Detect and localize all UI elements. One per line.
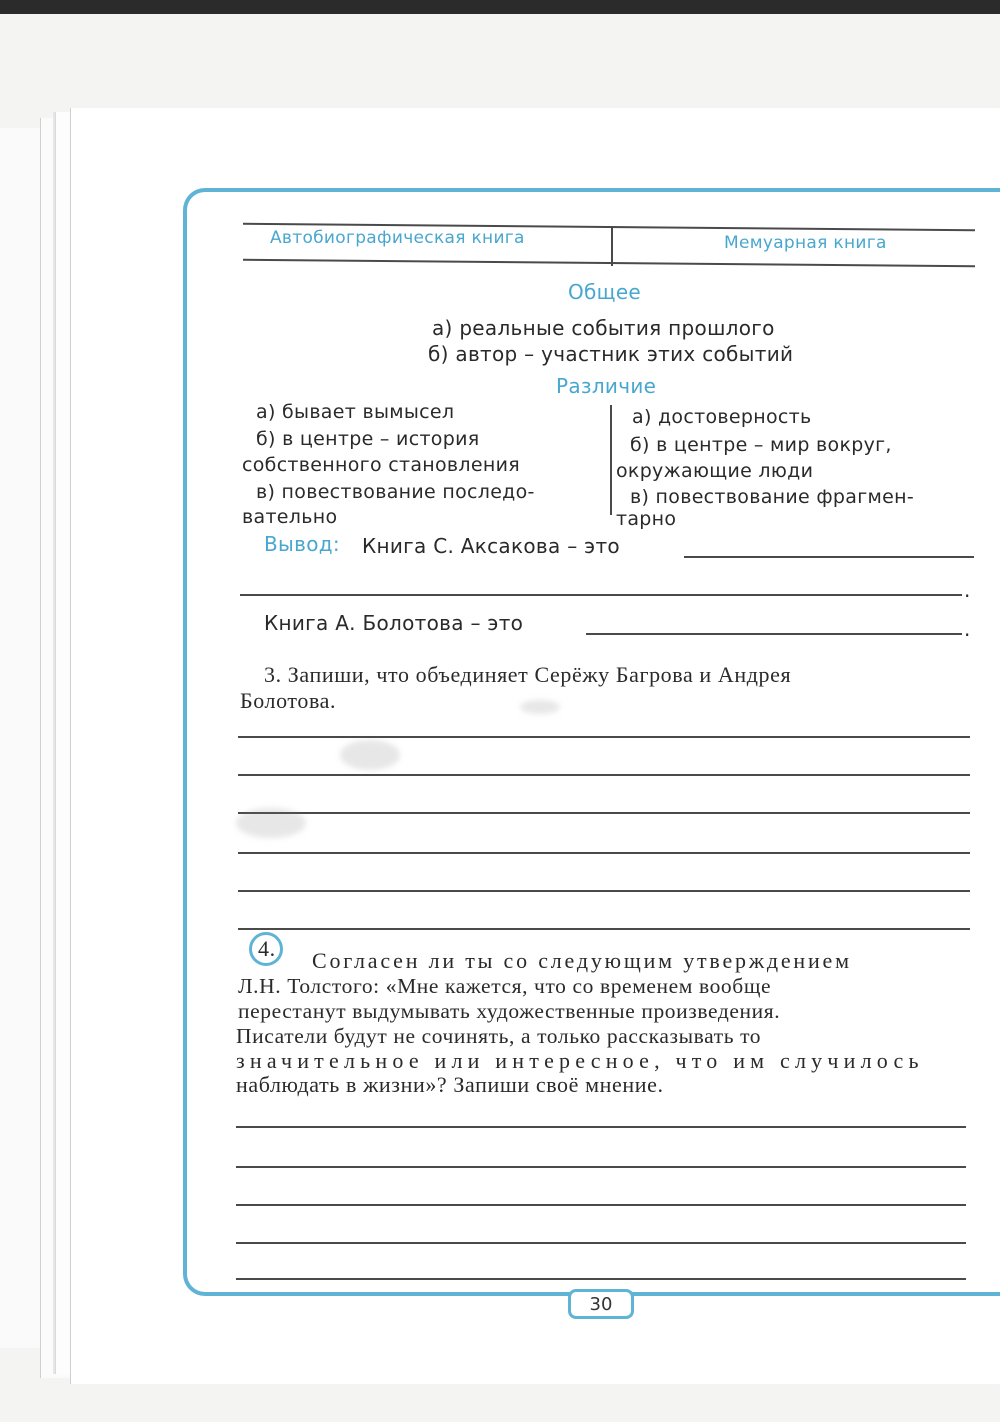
task4-line5: значительное или интересное, что им случилось bbox=[236, 1048, 924, 1073]
common-item-b: б) автор – участник этих событий bbox=[428, 342, 794, 366]
difference-heading: Различие bbox=[556, 374, 657, 398]
task4-number: 4. bbox=[258, 936, 276, 961]
task3-answer-line-3[interactable] bbox=[238, 812, 970, 814]
difference-left-c: в) повествование последо- bbox=[256, 481, 535, 503]
period-2: . bbox=[964, 617, 971, 641]
answer-line-aksakov[interactable] bbox=[684, 556, 974, 558]
difference-right-b: б) в центре – мир вокруг, bbox=[630, 434, 892, 456]
smudge bbox=[520, 700, 560, 714]
task4-line3: перестанут выдумывать художественные произведения. bbox=[238, 999, 781, 1023]
task4-answer-line-3[interactable] bbox=[236, 1204, 966, 1206]
conclusion-bolotov: Книга А. Болотова – это bbox=[264, 611, 524, 635]
difference-left-b: б) в центре – история bbox=[256, 428, 480, 450]
answer-line-aksakov-2[interactable] bbox=[240, 594, 962, 596]
task4-line6: наблюдать в жизни»? Запиши своё мнение. bbox=[236, 1072, 664, 1097]
task3-answer-line-2[interactable] bbox=[238, 774, 970, 776]
task3-line2: Болотова. bbox=[240, 688, 337, 713]
task4-line2: Л.Н. Толстого: «Мне кажется, что со временем вообще bbox=[238, 974, 772, 998]
period-1: . bbox=[964, 578, 971, 602]
common-heading: Общее bbox=[568, 280, 642, 304]
conclusion-label: Вывод: bbox=[264, 532, 340, 556]
conclusion-aksakov: Книга С. Аксакова – это bbox=[362, 534, 620, 558]
difference-divider bbox=[610, 405, 612, 515]
scan-border bbox=[0, 0, 1000, 14]
smudge bbox=[236, 808, 306, 838]
page-number: 30 bbox=[568, 1289, 634, 1319]
task3-answer-line-1[interactable] bbox=[238, 736, 970, 738]
difference-right-a: а) достоверность bbox=[632, 406, 812, 428]
task3-answer-line-5[interactable] bbox=[238, 890, 970, 892]
column-header-autobiographical: Автобиографическая книга bbox=[270, 228, 525, 248]
difference-right-b2: окружающие люди bbox=[616, 460, 814, 482]
difference-left-c2: вательно bbox=[242, 506, 338, 528]
difference-right-c2: тарно bbox=[616, 508, 677, 530]
task4-answer-line-1[interactable] bbox=[236, 1126, 966, 1128]
smudge bbox=[340, 740, 400, 770]
difference-left-b2: собственного становления bbox=[242, 454, 520, 476]
answer-line-bolotov[interactable] bbox=[586, 633, 962, 635]
task3-line1: 3. Запиши, что объединяет Серёжу Багрова и Андрея bbox=[264, 662, 792, 687]
task4-line1: Согласен ли ты со следующим утверждением bbox=[312, 948, 852, 973]
task4-line4: Писатели будут не сочинять, а только рассказывать то bbox=[236, 1024, 762, 1048]
difference-left-a: а) бывает вымысел bbox=[256, 401, 455, 423]
common-item-a: а) реальные события прошлого bbox=[432, 316, 775, 340]
task4-answer-line-4[interactable] bbox=[236, 1242, 966, 1244]
difference-right-c: в) повествование фрагмен- bbox=[630, 486, 914, 508]
column-header-memoir: Мемуарная книга bbox=[724, 233, 887, 253]
task4-answer-line-5[interactable] bbox=[236, 1278, 966, 1280]
task4-answer-line-2[interactable] bbox=[236, 1166, 966, 1168]
task3-answer-line-6[interactable] bbox=[238, 928, 970, 930]
table-divider bbox=[611, 226, 613, 266]
task3-answer-line-4[interactable] bbox=[238, 852, 970, 854]
